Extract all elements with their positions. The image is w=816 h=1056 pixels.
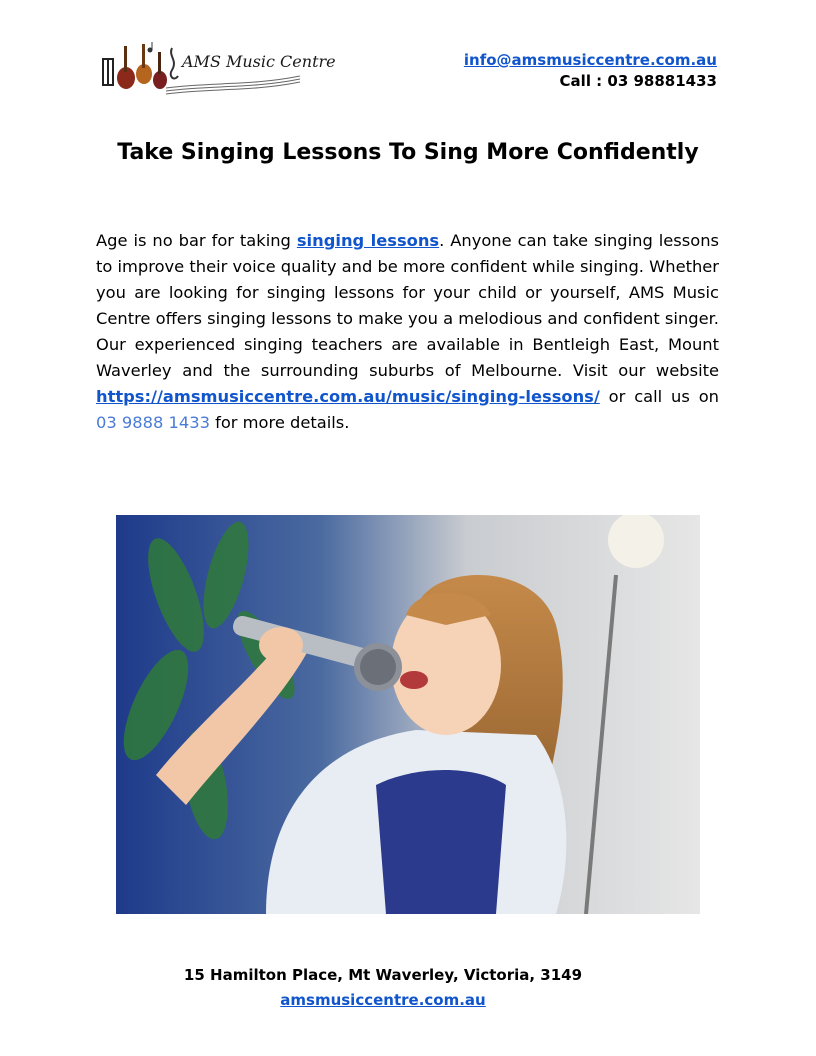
body-paragraph	[96, 228, 719, 436]
singing-girl-photo	[116, 515, 700, 914]
phone-number: 03 9888 1433	[96, 413, 210, 432]
body-main-text: . Anyone can take singing lessons to improve their voice quality and be more confident while singing. Whether you are looking for singing lessons for your child or yourself, AMS Music Centre offers singing lessons to make you a melodious and confident singer. Our experienced singing teachers are available in Bentleigh East, Mount Waverley and the surrounding suburbs of Melbourne. Visit our website	[96, 231, 720, 380]
call-prefix-text: or call us on	[599, 387, 719, 406]
singing-lessons-link[interactable]: singing lessons	[296, 231, 440, 250]
logo[interactable]	[100, 42, 336, 96]
phone-line: Call : 03 98881433	[559, 72, 717, 90]
footer-address: 15 Hamilton Place, Mt Waverley, Victoria, 3149	[183, 966, 583, 984]
footer	[0, 963, 766, 1013]
logo-text: AMS Music Centre	[182, 52, 336, 71]
call-suffix-text: for more details.	[209, 413, 350, 432]
header-contact	[464, 50, 717, 92]
body-lead-text: Age is no bar for taking	[96, 231, 297, 250]
footer-website-link[interactable]: amsmusiccentre.com.au	[280, 991, 486, 1009]
singing-lessons-url-link[interactable]: https://amsmusiccentre.com.au/music/singing-lessons/	[96, 387, 600, 406]
page-title: Take Singing Lessons To Sing More Confidently	[117, 140, 699, 165]
email-link[interactable]: info@amsmusiccentre.com.au	[463, 51, 717, 69]
